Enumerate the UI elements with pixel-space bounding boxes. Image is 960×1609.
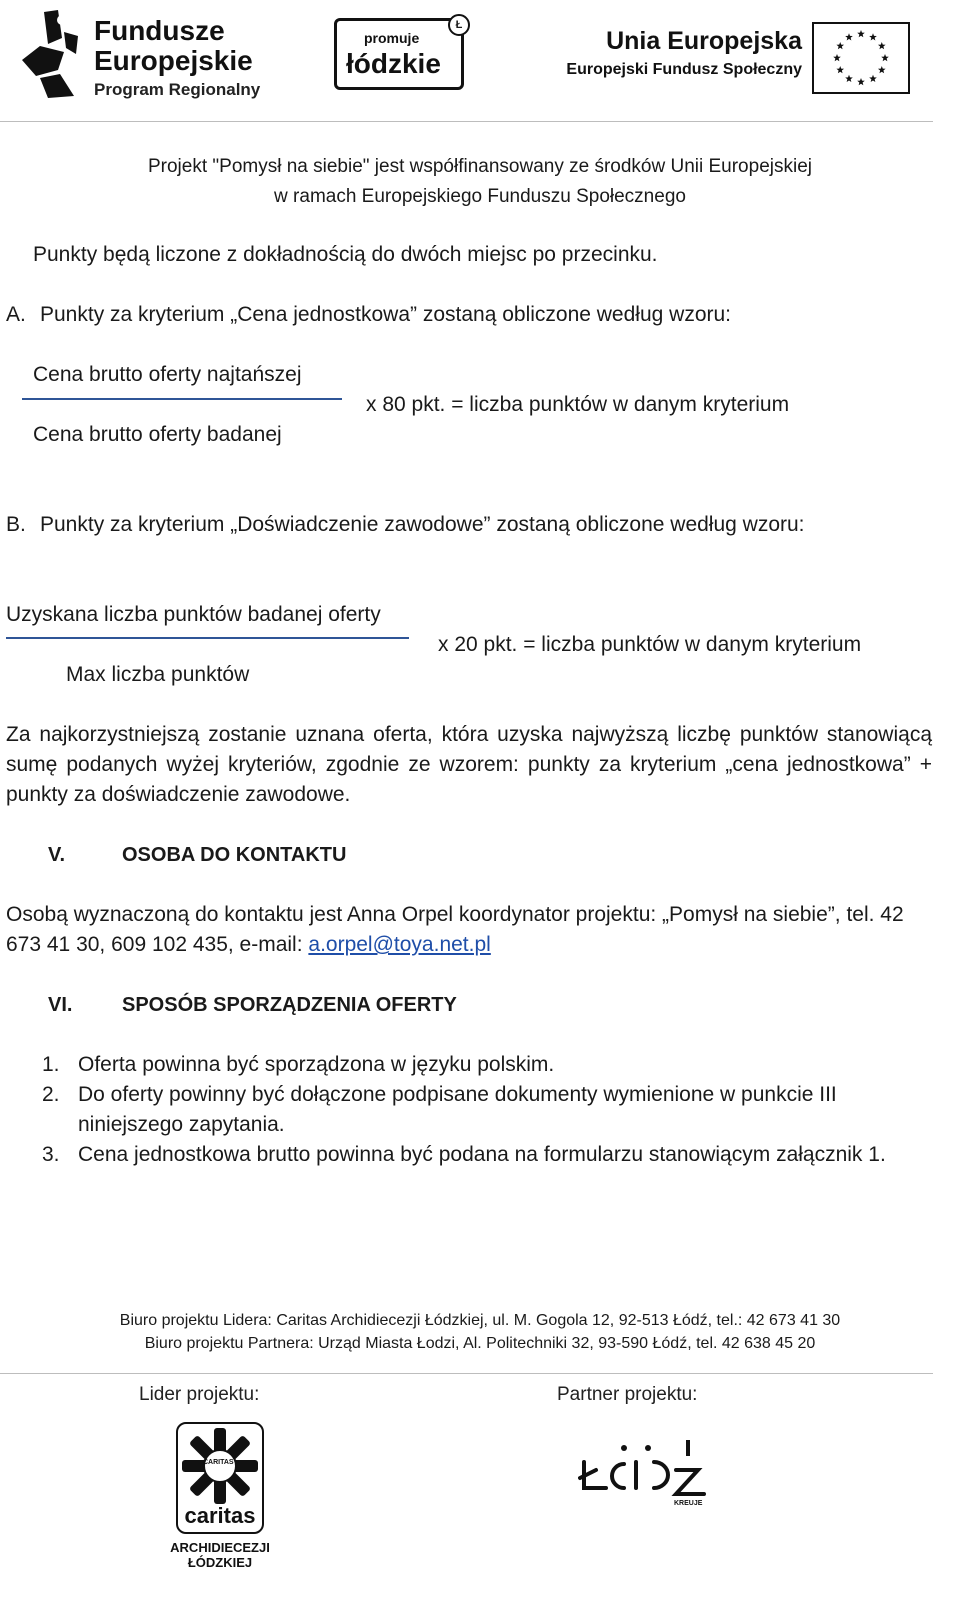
formula-b-denominator: Max liczba punktów (66, 663, 250, 686)
ue-line2: Europejski Fundusz Społeczny (566, 61, 802, 78)
list-item-3-text: Cena jednostkowa brutto powinna być podana na formularzu stanowiącym załącznik 1. (78, 1143, 886, 1166)
logo-lodz (578, 1432, 718, 1512)
lodzkie-main: łódzkie (346, 48, 441, 79)
fe-line3: Program Regionalny (94, 80, 261, 99)
formula-a-fraction-line (22, 398, 342, 400)
leader-label: Lider projektu: (139, 1384, 260, 1405)
fundusze-europejskie-icon (18, 8, 88, 100)
section-5-title: OSOBA DO KONTAKTU (122, 844, 347, 866)
fe-line1: Fundusze (94, 15, 225, 46)
section-6-number: VI. (48, 994, 73, 1016)
lodzkie-top: promuje (364, 30, 420, 46)
header-line2: w ramach Europejskiego Funduszu Społecznego (274, 186, 686, 207)
summary-paragraph: Za najkorzystniejszą zostanie uznana oferta, która uzyska najwyższą liczbę punktów stanowiącą sumę podanych wyżej kryteriów, zgodnie ze wzorem: punkty za kryterium „cena jednostkowa” + punkty za doświadczenie zawodowe. (6, 723, 932, 806)
criterion-b-marker: B. (6, 513, 26, 536)
formula-a-numerator: Cena brutto oferty najtańszej (33, 363, 302, 386)
caritas-ring-text: CARITAS (203, 1459, 234, 1466)
caritas-line2: ŁÓDZKIEJ (187, 1555, 253, 1570)
formula-b-numerator: Uzyskana liczba punktów badanej oferty (6, 603, 381, 626)
list-item-3-number: 3. (42, 1143, 60, 1166)
intro-text: Punkty będą liczone z dokładnością do dwóch miejsc po przecinku. (33, 243, 658, 266)
fe-line2: Europejskie (94, 45, 253, 76)
logo-unia-europejska (540, 20, 920, 100)
lodz-small-text: KREUJE (674, 1500, 703, 1507)
section-5-number: V. (48, 844, 66, 866)
footer-line2: Biuro projektu Partnera: Urząd Miasta Łodzi, Al. Politechniki 32, 93-590 Łódź, tel. 42 638 45 20 (144, 1335, 816, 1352)
logo-fundusze-europejskie (18, 8, 278, 100)
header-rule (0, 121, 933, 122)
list-item-1-text: Oferta powinna być sporządzona w języku polskim. (78, 1053, 555, 1076)
list-item-2-number: 2. (42, 1083, 60, 1106)
criterion-a-text: Punkty za kryterium „Cena jednostkowa” zostaną obliczone według wzoru: (40, 303, 732, 326)
footer-line1: Biuro projektu Lidera: Caritas Archidiecezji Łódzkiej, ul. M. Gogola 12, 92-513 Łódź, tel.: 42 673 41 30 (119, 1312, 841, 1329)
contact-text: Osobą wyznaczoną do kontaktu jest Anna Orpel koordynator projektu: „Pomysł na siebie”, tel. 42 673 41 30, 609 102 435, e-mail: (6, 903, 904, 956)
contact-email-link[interactable]: a.orpel@toya.net.pl (308, 933, 491, 956)
logo-caritas (165, 1420, 275, 1609)
criterion-a-marker: A. (6, 303, 26, 326)
formula-a-denominator: Cena brutto oferty badanej (33, 423, 282, 446)
caritas-line1: ARCHIDIECEZJI (170, 1540, 270, 1555)
formula-a-result: x 80 pkt. = liczba punktów w danym kryterium (366, 393, 790, 416)
list-item-1-number: 1. (42, 1053, 60, 1076)
logo-promuje-lodzkie (334, 18, 470, 98)
lodzkie-l-icon: Ł (448, 14, 470, 36)
ue-line1: Unia Europejska (606, 27, 802, 55)
section-5-paragraph (6, 900, 932, 960)
lodz-mark-text (578, 1432, 581, 1433)
formula-b-fraction-line (6, 637, 409, 639)
caritas-name: caritas (184, 1503, 256, 1528)
partner-label: Partner projektu: (557, 1384, 698, 1405)
section-6-title: SPOSÓB SPORZĄDZENIA OFERTY (122, 994, 457, 1016)
eu-flag-icon (812, 22, 910, 94)
list-item-2-text: Do oferty powinny być dołączone podpisane dokumenty wymienione w punkcie III niniejszego zapytania. (78, 1083, 837, 1136)
lodz-mark-icon (578, 1432, 718, 1502)
header-line1: Projekt "Pomysł na siebie" jest współfinansowany ze środków Unii Europejskiej (147, 156, 812, 177)
criterion-b-text: Punkty za kryterium „Doświadczenie zawodowe” zostaną obliczone według wzoru: (40, 513, 805, 536)
footer-rule (0, 1373, 933, 1374)
formula-b-result: x 20 pkt. = liczba punktów w danym kryterium (438, 633, 862, 656)
